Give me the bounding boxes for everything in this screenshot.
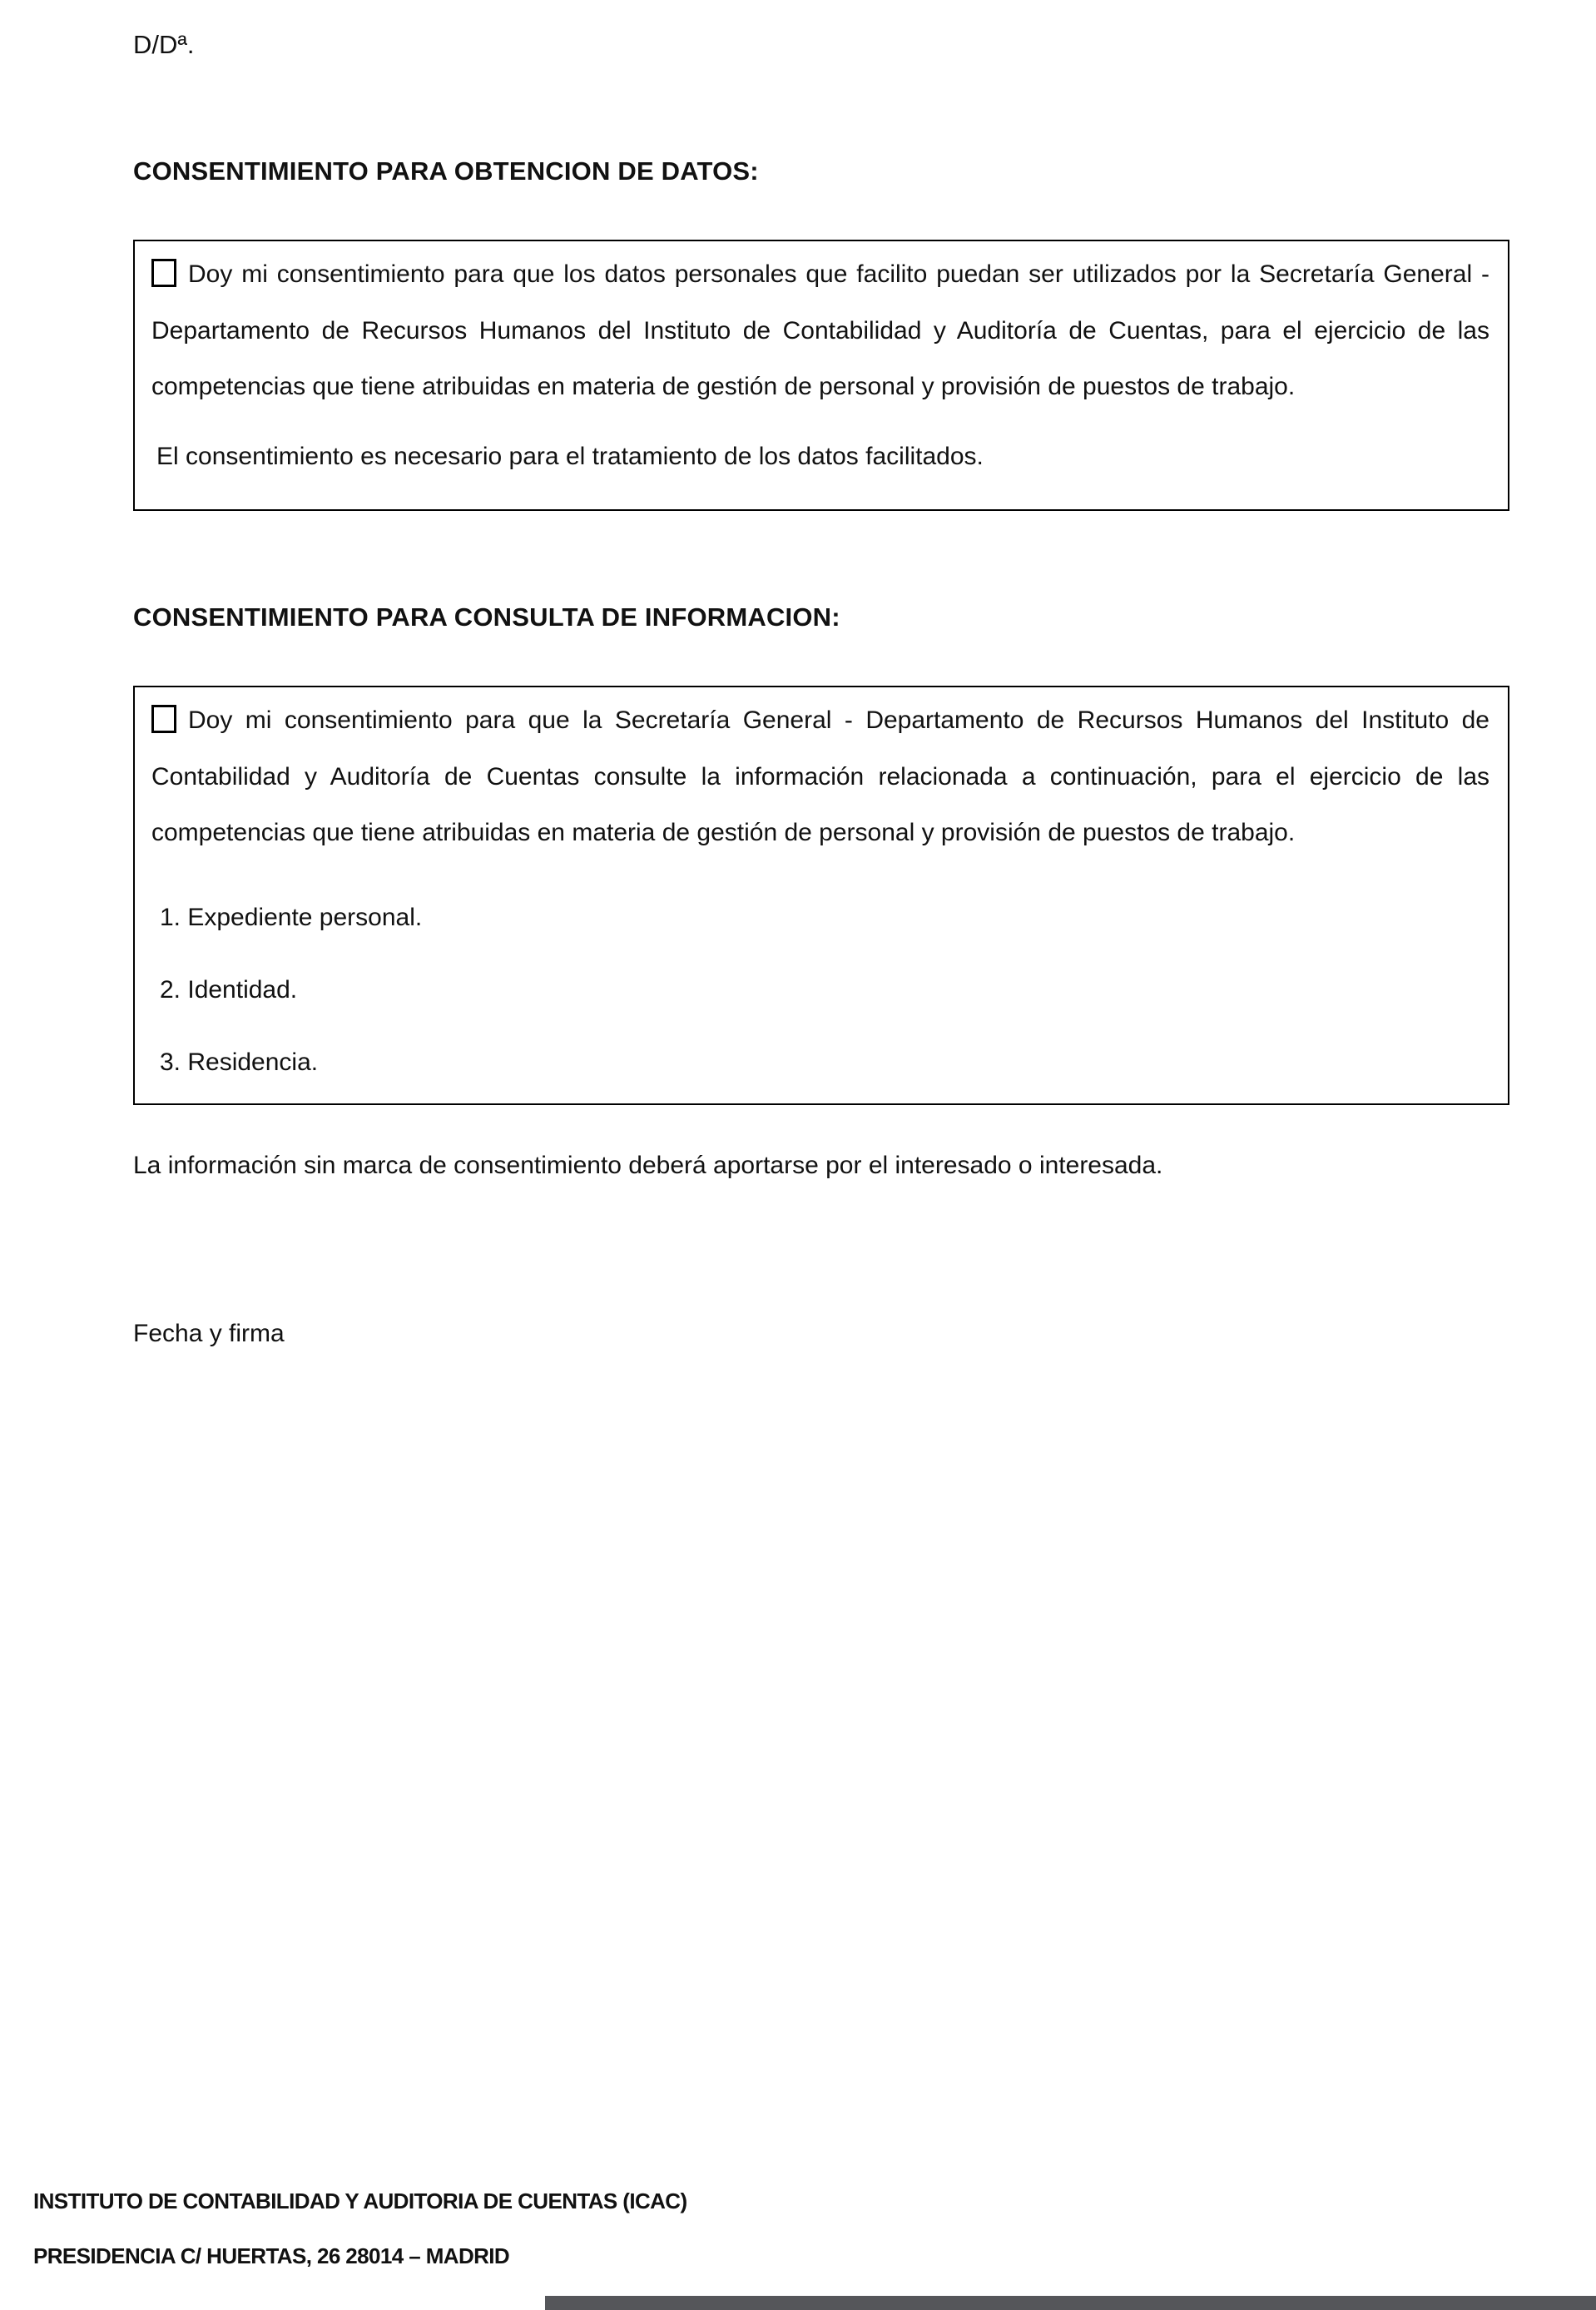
consent-paragraph-obtencion bbox=[151, 246, 1489, 415]
footnote-text: La información sin marca de consentimiento deberá aportarse por el interesado o interesada. bbox=[133, 1151, 1163, 1179]
consent-box-consulta bbox=[133, 686, 1509, 1105]
consent-checkbox-consulta[interactable] bbox=[151, 705, 176, 733]
consult-item-expediente: 1. Expediente personal. bbox=[160, 903, 423, 931]
signature-date-label: Fecha y firma bbox=[133, 1319, 285, 1347]
consult-item-identidad: 2. Identidad. bbox=[160, 975, 298, 1004]
consent-text-consulta: Doy mi consentimiento para que la Secretaría General - Departamento de Recursos Humanos del Instituto de Contabilidad y Auditoría de Cuentas consulte la información relacionada a continuación, para el ejercicio de las competencias que tiene atribuidas en materia de gestión de personal y provisión de puestos de trabajo. bbox=[151, 706, 1489, 846]
bottom-edge-bar bbox=[545, 2296, 1596, 2310]
consent-note-obtencion: El consentimiento es necesario para el tratamiento de los datos facilitados. bbox=[156, 442, 984, 470]
consent-box-obtencion bbox=[133, 240, 1509, 511]
section-heading-consulta-informacion: CONSENTIMIENTO PARA CONSULTA DE INFORMACION: bbox=[133, 602, 840, 632]
footer-org-line: INSTITUTO DE CONTABILIDAD Y AUDITORIA DE CUENTAS (ICAC) bbox=[33, 2188, 687, 2213]
page-footer bbox=[33, 2160, 687, 2298]
footer-address-line: PRESIDENCIA C/ HUERTAS, 26 28014 – MADRID bbox=[33, 2243, 510, 2269]
consent-paragraph-consulta bbox=[151, 692, 1489, 861]
section-heading-obtencion-datos: CONSENTIMIENTO PARA OBTENCION DE DATOS: bbox=[133, 156, 759, 186]
consent-checkbox-obtencion[interactable] bbox=[151, 259, 176, 287]
consult-item-residencia: 3. Residencia. bbox=[160, 1048, 319, 1076]
consent-text-obtencion: Doy mi consentimiento para que los datos personales que facilito puedan ser utilizados por la Secretaría General - Departamento de Recursos Humanos del Instituto de Contabilidad y Auditoría de Cuentas, para el ejercicio de las competencias que tiene atribuidas en materia de gestión de personal y provisión de puestos de trabajo. bbox=[151, 260, 1489, 400]
salutation-label: D/Dª. bbox=[133, 30, 195, 59]
